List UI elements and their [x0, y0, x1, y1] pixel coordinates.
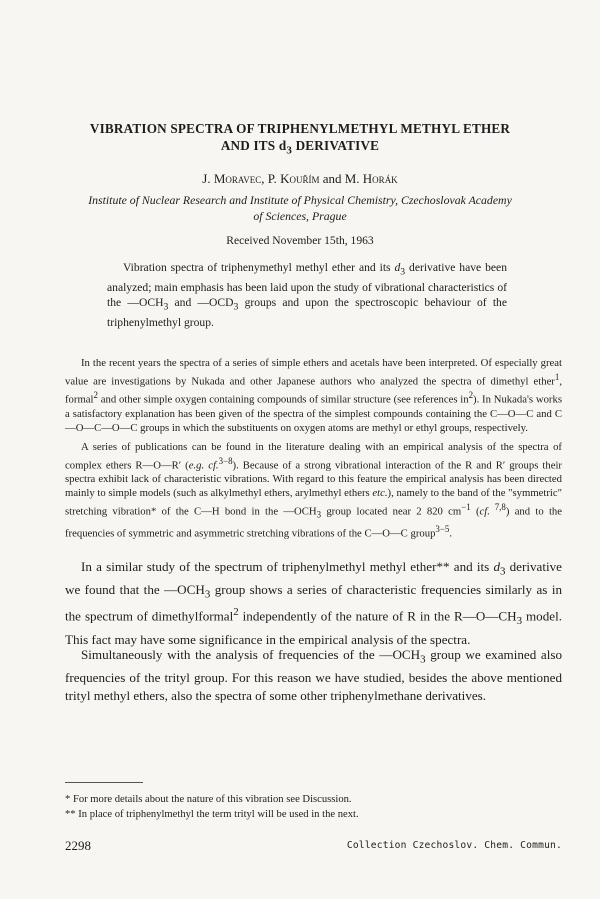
title-subscript: 3 — [286, 144, 293, 157]
page-footer — [65, 838, 562, 854]
paragraph-3 — [65, 558, 562, 649]
paragraph-1 — [65, 357, 562, 436]
reference-superscript: 2 — [93, 390, 98, 401]
paragraph-text: group located near 2 820 cm — [321, 505, 462, 518]
journal-name: Collection Czechoslov. Chem. Commun. — [346, 840, 562, 851]
formula-subscript: 3 — [204, 588, 211, 601]
paragraph-2 — [65, 441, 562, 541]
paragraph-text: group we examined also frequencies of the trityl group. For this reason we have studied, besides the above mentioned trityl methyl ethers, also the spectra of some other triphenylmethane derivatives. — [65, 647, 562, 703]
author-list — [60, 171, 540, 187]
author-separator-1: , P. — [261, 171, 281, 186]
abstract-subscript: 3 — [233, 301, 239, 313]
abstract-text: and —OCD — [168, 295, 234, 309]
abstract-text: groups and upon the spectroscopic behaviour of the triphenylmethyl group. — [107, 295, 507, 329]
title-line-2-suffix: DERIVATIVE — [292, 138, 380, 153]
affiliation-line-2: of Sciences, Prague — [253, 209, 347, 223]
reference-superscript: 3−8 — [218, 455, 233, 466]
reference-superscript: 2 — [233, 606, 239, 619]
received-date: Received November 15th, 1963 — [226, 234, 374, 247]
abstract-text: derivative have been analyzed; main emphasis has been laid upon the study of vibrational characteristics of the —OCH — [107, 261, 507, 309]
formula-subscript: 3 — [420, 653, 426, 666]
abstract-subscript: 3 — [163, 301, 169, 313]
paragraph-text: group shows a series of characteristic frequencies similarly as in the spectrum of dimethylformal — [65, 582, 563, 624]
paragraph-text: . — [449, 527, 453, 540]
paragraph-text: , formal — [65, 375, 562, 406]
title-line-2 — [60, 137, 540, 160]
affiliation-line-1: Institute of Nuclear Research and Institute of Physical Chemistry, Czechoslovak Academy — [88, 193, 512, 207]
footnotes — [65, 792, 562, 822]
title-line-1: VIBRATION SPECTRA OF TRIPHENYLMETHYL METHYL ETHER — [89, 121, 511, 136]
author-2-surname: Kouřím — [280, 171, 320, 186]
paragraph-text: In a similar study of the spectrum of triphenylmethyl methyl ether** and its — [81, 559, 494, 574]
paragraph-text: ( — [470, 505, 480, 518]
paragraph-italic: cf. — [479, 505, 490, 518]
affiliation — [66, 192, 534, 224]
article-title — [60, 120, 540, 160]
paragraph-text: In the recent years the spectra of a series of simple ethers and acetals have been interpreted. Of especially great value are investigations by Nukada and other Japanese authors who analyzed the spectra of dimethyl ether — [65, 357, 562, 388]
reference-superscript: 2 — [468, 390, 474, 401]
author-1-surname: Moravec — [213, 171, 262, 186]
paragraph-text: independently of the nature of R in the R—O—CH — [238, 608, 517, 624]
paragraph-text: ). In Nukada's works a satisfactory explanation has been given of the spectra of the simplest compounds containing the C—O—C and C—O—C—O—C groups in which the substituents on oxygen atoms are methyl or ethyl groups, respectively. — [65, 393, 562, 434]
paragraph-text: ). Because of a strong vibrational interaction of the R and R′ groups their spectra exhibit lack of characteristic vibrations. With regard to this feature the empirical analysis has been directed mainly to simple models (such as alkylmethyl ethers, arylmethyl ethers — [65, 459, 562, 500]
paragraph-text: derivative we found that the —OCH — [65, 559, 562, 598]
paragraph-italic: e.g. cf. — [188, 459, 219, 472]
formula-subscript: 3 — [516, 615, 523, 628]
paragraph-text: ), namely to the band of the "symmetric" stretching vibration* of the C—H bond in the —OCH — [65, 487, 562, 518]
abstract-subscript: 3 — [400, 266, 406, 278]
abstract — [107, 260, 507, 330]
reference-superscript: 3−5 — [435, 523, 450, 534]
paragraph-text: model. This fact may have some significance in the empirical analysis of the spectra. — [65, 608, 562, 647]
paragraph-text: Simultaneously with the analysis of frequencies of the —OCH — [81, 647, 421, 662]
author-separator-2: and M. — [319, 171, 363, 186]
footnote-rule — [65, 782, 143, 783]
page-number: 2298 — [65, 838, 91, 853]
paragraph-text: and other simple oxygen containing compounds of similar structure (see references in — [97, 393, 469, 406]
title-line-2-prefix: AND ITS d — [220, 138, 287, 153]
author-3-surname: Horák — [362, 171, 398, 186]
paragraph-4 — [65, 646, 562, 704]
paragraph-italic: etc. — [372, 487, 388, 500]
paragraph-text: A series of publications can be found in the literature dealing with an empirical analysis of the spectra of complex ethers R—O—R′ ( — [65, 441, 562, 472]
formula-subscript: 3 — [316, 509, 322, 520]
paragraph-text: ) and to the frequencies of symmetric and asymmetric stretching vibrations of the C—O—C group — [65, 505, 562, 540]
author-1-initial: J. — [202, 171, 214, 186]
abstract-d: d — [394, 261, 401, 274]
footnote-2: ** In place of triphenylmethyl the term trityl will be used in the next. — [65, 809, 359, 820]
reference-superscript: 7,8 — [489, 502, 506, 513]
unit-superscript: −1 — [461, 502, 471, 513]
footnote-1: * For more details about the nature of this vibration see Discussion. — [65, 794, 352, 805]
formula-subscript: 3 — [499, 565, 506, 578]
reference-superscript: 1 — [554, 371, 560, 382]
paragraph-italic: d — [493, 559, 500, 574]
abstract-text: Vibration spectra of triphenymethyl methyl ether and its — [123, 261, 395, 274]
